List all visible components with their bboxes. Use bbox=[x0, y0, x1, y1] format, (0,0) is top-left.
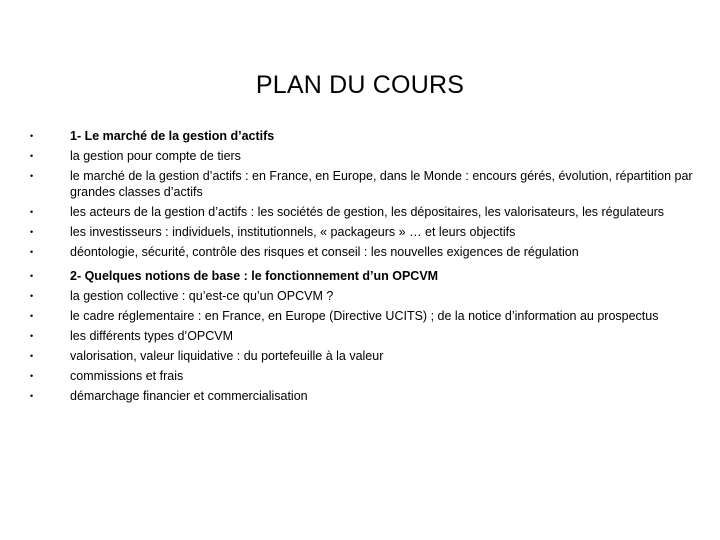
list-item-text: déontologie, sécurité, contrôle des risques et conseil : les nouvelles exigences de régulation bbox=[70, 245, 579, 259]
list-item bbox=[30, 348, 700, 364]
list-item-text: le marché de la gestion d’actifs : en France, en Europe, dans le Monde : encours gérés, évolution, répartition par grandes classes d’actifs bbox=[70, 169, 693, 199]
list-item-text: la gestion collective : qu’est-ce qu’un OPCVM ? bbox=[70, 289, 334, 303]
bullet-icon: • bbox=[30, 131, 34, 141]
list-item bbox=[30, 368, 700, 384]
page-title: PLAN DU COURS bbox=[255, 70, 465, 99]
section-heading: 2- Quelques notions de base : le fonctionnement d’un OPCVM bbox=[70, 269, 439, 283]
bullet-icon: • bbox=[30, 371, 34, 381]
course-outline bbox=[30, 128, 700, 412]
list-item bbox=[30, 168, 700, 200]
list-item bbox=[30, 204, 700, 220]
bullet-icon: • bbox=[30, 151, 34, 161]
bullet-icon: • bbox=[30, 291, 34, 301]
list-item-text: valorisation, valeur liquidative : du portefeuille à la valeur bbox=[70, 349, 384, 363]
list-item bbox=[30, 308, 700, 324]
list-item bbox=[30, 244, 700, 260]
bullet-icon: • bbox=[30, 171, 34, 181]
list-item-text: les investisseurs : individuels, institutionnels, « packageurs » … et leurs objectifs bbox=[70, 225, 516, 239]
list-item-text: le cadre réglementaire : en France, en Europe (Directive UCITS) ; de la notice d’information au prospectus bbox=[70, 309, 659, 323]
list-item bbox=[30, 328, 700, 344]
bullet-icon: • bbox=[30, 311, 34, 321]
list-item bbox=[30, 128, 700, 144]
list-item bbox=[30, 148, 700, 164]
list-item-text: les différents types d’OPCVM bbox=[70, 329, 234, 343]
bullet-icon: • bbox=[30, 227, 34, 237]
list-item-text: commissions et frais bbox=[70, 369, 184, 383]
bullet-icon: • bbox=[30, 247, 34, 257]
list-item-text: la gestion pour compte de tiers bbox=[70, 149, 241, 163]
bullet-icon: • bbox=[30, 271, 34, 281]
bullet-icon: • bbox=[30, 351, 34, 361]
section-heading: 1- Le marché de la gestion d’actifs bbox=[70, 129, 275, 143]
list-item-text: les acteurs de la gestion d’actifs : les sociétés de gestion, les dépositaires, les valorisateurs, les régulateurs bbox=[70, 205, 665, 219]
list-item bbox=[30, 388, 700, 404]
bullet-icon: • bbox=[30, 331, 34, 341]
list-item bbox=[30, 224, 700, 240]
bullet-icon: • bbox=[30, 207, 34, 217]
list-item bbox=[30, 288, 700, 304]
section-2 bbox=[30, 268, 700, 404]
list-item-text: démarchage financier et commercialisation bbox=[70, 389, 308, 403]
list-item bbox=[30, 268, 700, 284]
section-1 bbox=[30, 128, 700, 260]
bullet-icon: • bbox=[30, 391, 34, 401]
